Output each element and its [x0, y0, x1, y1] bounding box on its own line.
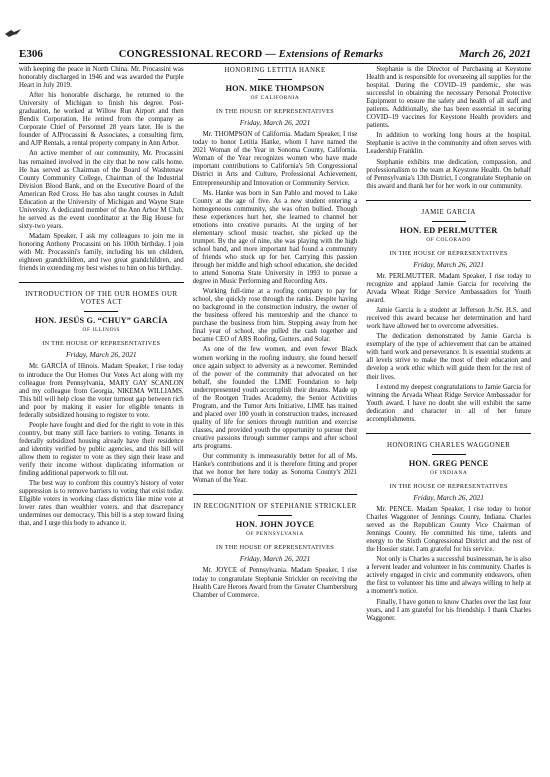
section-divider: [193, 494, 358, 495]
section-date: Friday, March 26, 2021: [239, 554, 311, 564]
section-divider: [366, 433, 531, 434]
speaker-state: OF PENNSYLVANIA: [246, 531, 304, 538]
paragraph: An active member of our community, Mr. Procassini has remained involved in the city that he now calls home. He has served as Chairman of the Board of Washtenaw County Community College, Chairman of the Industrial Division Blood Bank, and on the Executive Board of the American Red Cross. He has also taught courses in Adult Education at the University of Michigan and Wayne State University. A dedicated member of the Ann Arbor M Club, he served as the event coordinator at the Big House for sixty-two years.: [19, 150, 184, 230]
section-divider: [19, 282, 184, 283]
speaker-name: HON. GREG PENCE: [408, 458, 489, 468]
paragraph: In addition to working long hours at the hospital, Stephanie is active in the community and often serves with Leadership Franklin.: [366, 132, 531, 156]
paragraph: Working full-time at a roofing company to pay for school, she quickly rose through the ranks. Despite having no background in the construction industry, the owner of the business offered his mentorship and the chance to purchase the business from him. Stepping away from her final year of school, she pulled the cash together and became CEO of ARS Roofing, Gutters, and Solar.: [192, 288, 358, 344]
header-date: March 26, 2021: [459, 48, 531, 60]
gpo-eagle-icon: [4, 28, 22, 38]
speaker-name: HON. JOHN JOYCE: [235, 520, 315, 530]
paragraph: Mr. JOYCE of Pennsylvania. Madam Speaker, I rise today to congratulate Stephanie Strickler on receiving the Health Care Heroes Award from the Greater Chambersburg Chamber of Commerce.: [192, 567, 358, 599]
chamber-label: IN THE HOUSE OF REPRESENTATIVES: [389, 249, 508, 257]
paragraph: People have fought and died for the right to vote in this country, but many still face barriers to voting. Tenants in federally subsidized housing already have their residence and identity verified by public agencies, and this bill will allow them to register to vote as they sign their lease and verify their income without duplicating information or finding additional paperwork to fill out.: [19, 421, 184, 478]
paragraph: The best way to confront this country's history of voter suppression is to remove barriers to voting that exist today. Eligible voters in working class districts like mine vote at lower rates than wealthier voters, and that discrepancy undermines our democracy. This bill is a step toward fixing that, and I urge this body to advance it.: [19, 480, 184, 528]
paragraph: Our community is immeasurably better for all of Ms. Hanke's contributions and it is therefore fitting and proper that we honor her here today as Sonoma County's 2021 Woman of the Year.: [192, 453, 358, 485]
chamber-label: IN THE HOUSE OF REPRESENTATIVES: [215, 108, 334, 116]
column-2: [193, 66, 358, 623]
section-date: Friday, March 26, 2021: [413, 492, 484, 502]
speaker-state: OF COLORADO: [426, 236, 472, 243]
paragraph: Stephanie exhibits true dedication, compassion, and professionalism to the team at Keystone Health. On behalf of Pennsylvania's 13th District, I congratulate Stephanie on this award and thank her for her work in our community.: [366, 158, 531, 190]
chamber-label: IN THE HOUSE OF REPRESENTATIVES: [42, 340, 161, 348]
title-rule: [258, 515, 292, 516]
paragraph: Ms. Hanke was born in San Pablo and moved to Lake County at the age of five. As a new student entering a homogeneous community, she was often bullied. Though these experiences hurt her, she learned to channel her emotions into creative pursuits. At the urging of her elementary school music teacher, she picked up the trumpet. By the age of nine, she was playing with the high school band, and more important had found a community of friends who stuck up for her. Carrying this passion through her middle and high school education, she decided to attend Sonoma State University in 1993 to pursue a degree in Music Performing and Recording Arts.: [192, 189, 358, 286]
section-title: IN RECOGNITION OF STEPHANIE STRICKLER: [193, 503, 357, 511]
paragraph: Stephanie is the Director of Purchasing at Keystone Health and is responsible for overseeing all supplies for the hospital. During the COVID–19 pandemic, she was successful in obtaining the necessary Personal Protective Equipment to ensure the safety and health of all staff and patients. Additionally, she has been essential in securing COVID–19 vaccines for Keystone Health providers and patients.: [366, 66, 531, 130]
paragraph: Finally, I have gotten to know Charles over the last four years, and I am grateful for his friendship. I thank Charles Waggoner.: [366, 598, 531, 622]
section-date: Friday, March 26, 2021: [66, 350, 137, 360]
paragraph: I extend my deepest congratulations to Jamie Garcia for winning the Arvada Wheat Ridge Service Ambassador for Youth award. I have no doubt she will exhibit the same dedication and character in all of her future accomplishments.: [366, 383, 531, 423]
publication-title: [119, 49, 384, 60]
publication-section: Extensions of Remarks: [278, 49, 384, 60]
paragraph: The dedication demonstrated by Jamie Garcia is exemplary of the type of achievement that can be attained with hard work and perseverance. It is essential students at all levels strive to make the most of their education and develop a work ethic which will guide them for the rest of their lives.: [366, 333, 531, 381]
title-rule: [432, 221, 466, 222]
paragraph: Mr. PERLMUTTER. Madam Speaker, I rise today to recognize and applaud Jamie Garcia for receiving the Arvada Wheat Ridge Service Ambassadors for Youth award.: [366, 272, 531, 305]
column-1: [19, 66, 184, 623]
title-rule: [84, 311, 118, 312]
chamber-label: IN THE HOUSE OF REPRESENTATIVES: [389, 482, 508, 490]
speaker-state: OF ILLINOIS: [82, 327, 121, 334]
paragraph: with keeping the peace in North China. Mr. Procassini was honorably discharged in 1946 and was awarded the Purple Heart in July 2019.: [19, 66, 184, 90]
paragraph: Jamie Garcia is a student at Jefferson Jr./Sr. H.S. and received this award because her determination and hard work have allowed her to overcome adversities.: [366, 307, 531, 331]
speaker-state: OF INDIANA: [430, 469, 468, 476]
column-3: [366, 66, 531, 623]
chamber-label: IN THE HOUSE OF REPRESENTATIVES: [215, 544, 334, 552]
section-date: Friday, March 26, 2021: [239, 118, 311, 128]
paragraph: Mr. GARCÍA of Illinois. Madam Speaker, I rise today to introduce the Our Homes Our Votes Act along with my colleague from Pennsylvania, MARY GAY SCANLON and my colleague from Georgia, NIKEMA WILLIAMS. This bill will help close the voter turnout gap between rich and poor by making it easier for eligible tenants in federally subsidized housing to register to vote.: [19, 363, 184, 419]
section-divider: [366, 200, 531, 201]
paragraph: Mr. PENCE. Madam Speaker, I rise today to honor Charles Waggoner of Jennings County, Indiana. Charles served as the Republican County Vice Chairman of Jennings County. He committed his time, talents and energy to the Sixth Congressional District and the rest of the Hoosier state. I am grateful for his service.: [366, 506, 531, 554]
page-header: [19, 48, 531, 62]
paragraph: Mr. THOMPSON of California. Madam Speaker, I rise today to honor Letitia Hanke, whom I have named the 2021 Woman of the Year in Sonoma County, California. Woman of the Year recognizes women who have made important contributions to California's 5th Congressional District in Arts and Culture, Professional Achievement, Entrepreneurship and Innovation or Community Service.: [192, 131, 358, 187]
section-title: HONORING CHARLES WAGGONER: [386, 441, 511, 449]
speaker-name: HON. ED PERLMUTTER: [399, 225, 498, 235]
section-title: JAMIE GARCIA: [421, 208, 476, 216]
section-title: HONORING LETITIA HANKE: [224, 67, 326, 74]
section-title: INTRODUCTION OF THE OUR HOMES OUR VOTES ACT: [25, 291, 178, 307]
paragraph: Not only is Charles a successful businessman, he is also a fervent leader and volunteer in his community. Charles is actively engaged in civic and community endeavors, often the first to volunteer his time and always willing to help at a moment's notice.: [366, 556, 531, 596]
page-number: E306: [19, 48, 43, 60]
title-rule: [432, 454, 466, 455]
section-date: Friday, March 26, 2021: [413, 259, 484, 269]
paragraph: As one of the few women, and even fewer Black women working in the roofing industry, she found herself once again subject to adversity as a newcomer. Reminded of the power of the community that advocated on her behalf, she founded the LIME Foundation to help underrepresented youth accomplish their dreams. Made up of the Rootgen Trades Academy, the Senior Activities Program, and the Tumor Arts Initiative, LIME has trained and placed over 100 youth in construction trades, increased quality of life for seniors through nutrition and exercise classes, and provided youth the opportunity to pursue their creative passions through summer camps and after school arts programs.: [192, 346, 358, 451]
speaker-name: HON. MIKE THOMPSON: [225, 84, 325, 94]
paragraph: After his honorable discharge, he returned to the University of Michigan to finish his degree. Post-graduation, he worked at Willow Run Airport and then Bendix Corporation. He retired from the company as Corporate Chief of Personnel 28 years later. He is the founder of AJProcassini & Associates, a consulting firm, and AJP Rentals, a rental property company in Ann Arbor.: [19, 92, 184, 148]
speaker-state: OF CALIFORNIA: [250, 95, 300, 102]
columns: [19, 66, 531, 623]
paragraph: Madam Speaker, I ask my colleagues to join me in honoring Anthony Procassini on his 100th birthday. I join with Mr. Procassini's family, including his ten children, eighteen grandchildren, and two great grandchildren, and friends in extending my best wishes to him on his birthday.: [19, 232, 184, 273]
header-rule: [19, 63, 531, 64]
title-rule: [258, 79, 292, 80]
publication-main: CONGRESSIONAL RECORD —: [118, 49, 276, 60]
speaker-name: HON. JESÚS G. “CHUY” GARCÍA: [34, 316, 168, 326]
